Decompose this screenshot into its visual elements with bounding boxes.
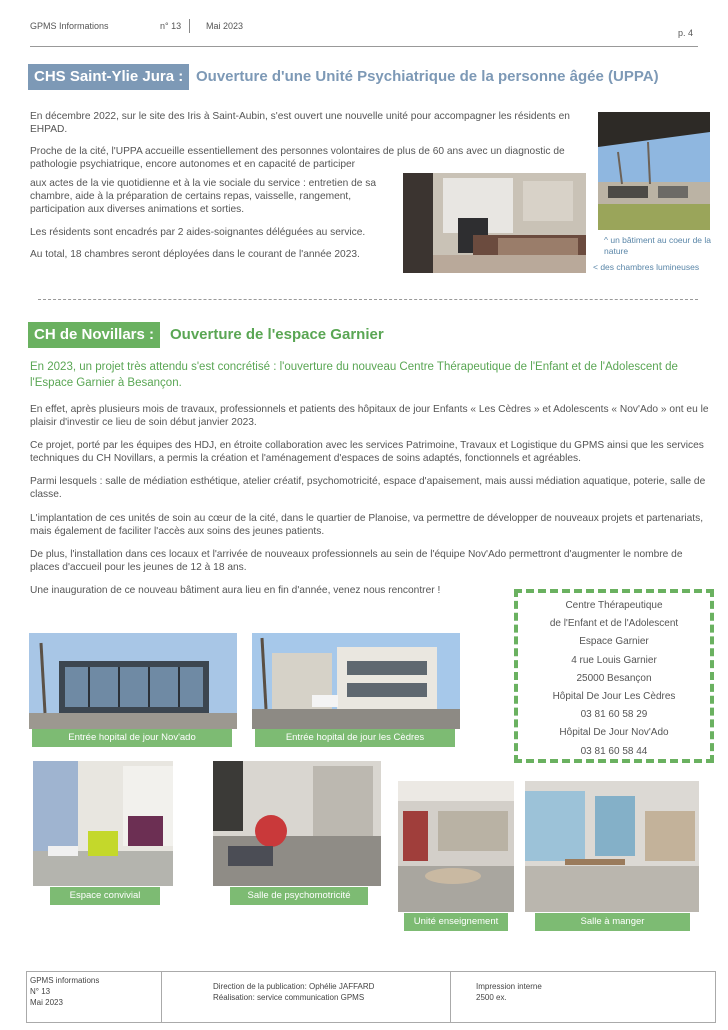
section1-paragraph-1: En décembre 2022, sur le site des Iris à Saint-Aubin, s'est ouvert une nouvelle unité pour accompagner les résidents en EHPAD. <box>30 111 570 136</box>
photo-entree-cedres <box>252 633 460 729</box>
address-line: 4 rue Louis Garnier <box>571 654 657 666</box>
address-line: Espace Garnier <box>579 636 649 648</box>
address-line: Centre Thérapeutique <box>565 600 663 611</box>
photo-espace-convivial <box>33 761 173 886</box>
footer-divider <box>161 972 162 1022</box>
section2-paragraph-3: Parmi lesquels : salle de médiation esthétique, atelier créatif, psychomotricité, espace d'apaisement, mais aussi médiation aquatique, poterie, salle de classe. <box>30 476 706 501</box>
section1-paragraph-4: Au total, 18 chambres seront déployées dans le courant de l'année 2023. <box>30 249 360 260</box>
header-publication: GPMS Informations <box>30 21 109 31</box>
section-divider <box>38 299 698 300</box>
footer-tirage: 2500 ex. <box>476 993 507 1002</box>
section2-paragraph-1: En effet, après plusieurs mois de travaux, professionnels et patients des hôpitaux de jour Enfants « Les Cèdres » et Adolescents « Nov'Ado » ont eu le plaisir d'investir ce lieu de soin début janvier 2023. <box>30 404 709 429</box>
section1-label: CHS Saint-Ylie Jura : <box>28 64 189 90</box>
footer-realisation: Réalisation: service communication GPMS <box>213 993 365 1002</box>
footer-publication: GPMS informations <box>30 976 100 985</box>
photo-entree-novado <box>29 633 237 729</box>
caption-espace-convivial: Espace convivial <box>50 887 160 905</box>
page-number: p. 4 <box>678 28 694 38</box>
section2-paragraph-6: Une inauguration de ce nouveau bâtiment aura lieu en fin d'année, venez nous rencontrer ! <box>30 585 441 596</box>
caption-unite-enseignement: Unité enseignement <box>404 913 508 931</box>
footer-date: Mai 2023 <box>30 998 63 1007</box>
section2-paragraph-2: Ce projet, porté par les équipes des HDJ, en étroite collaboration avec les services Patrimoine, Travaux et Logistique du GPMS ainsi que les services techniques du CH Novillars, a permis la création et l'aménagement d'espaces de soins adaptés, fonctionnels et agréables. <box>30 440 704 465</box>
caption-entree-cedres: Entrée hopital de jour les Cèdres <box>255 729 455 747</box>
section1-paragraph-2a: Proche de la cité, l'UPPA accueille essentiellement des personnes volontaires de plus de 60 ans avec un diagnostic de pathologie psychiatrique, encore autonomes et en capacité de participer <box>30 146 565 171</box>
footer-divider <box>450 972 451 1022</box>
header-issue: n° 13 <box>160 21 182 31</box>
footer-col3 <box>476 981 542 1003</box>
photo-salle-psychomotricite <box>213 761 381 886</box>
address-line: Hôpital De Jour Les Cèdres <box>552 691 676 703</box>
section2-paragraph-4: L'implantation de ces unités de soin au cœur de la cité, dans le quartier de Planoise, va permettre de développer de nouveaux projets et partenariats, mais également de faciliter l'accès aux soins des jeunes patients. <box>30 513 704 538</box>
footer <box>26 971 716 1023</box>
address-line: 03 81 60 58 44 <box>580 745 648 757</box>
address-line: 25000 Besançon <box>576 672 652 684</box>
section2-paragraph-5: De plus, l'installation dans ces locaux et l'arrivée de nouveaux professionnels au sein de l'équipe Nov'Ado permettront d'augmenter le nombre de places d'accueil pour les jeunes de 12 à 18 ans. <box>30 549 683 574</box>
address-line: Hôpital De Jour Nov'Ado <box>559 727 669 739</box>
address-box <box>514 589 714 763</box>
photo-batiment-nature <box>598 112 710 230</box>
address-line: 03 81 60 58 29 <box>580 709 648 721</box>
photo-unite-enseignement <box>398 781 514 912</box>
photo-chambre <box>403 173 586 273</box>
caption-chambres: < des chambres lumineuses <box>593 262 700 272</box>
section1-title: Ouverture d'une Unité Psychiatrique de la personne âgée (UPPA) <box>196 68 659 85</box>
footer-issue: N° 13 <box>30 987 51 996</box>
caption-entree-novado: Entrée hopital de jour Nov'ado <box>32 729 232 747</box>
header-rule <box>30 46 698 47</box>
footer-impression: Impression interne <box>476 982 542 991</box>
section2-label: CH de Novillars : <box>28 322 160 348</box>
caption-batiment: ^ un bâtiment au coeur de la nature <box>604 235 712 256</box>
caption-salle-a-manger: Salle à manger <box>535 913 690 931</box>
header-date: Mai 2023 <box>206 21 244 31</box>
footer-direction: Direction de la publication: Ophélie JAFFARD <box>213 982 375 991</box>
footer-col1 <box>30 975 99 1008</box>
address-line: de l'Enfant et de l'Adolescent <box>549 618 679 630</box>
section2-intro: En 2023, un projet très attendu s'est concrétisé : l'ouverture du nouveau Centre Thérapeutique de l'Enfant et de l'Adolescent de l'Espace Garnier à Besançon. <box>30 361 678 389</box>
section2-title: Ouverture de l'espace Garnier <box>170 326 384 343</box>
section1-paragraph-2b: aux actes de la vie quotidienne et à la vie sociale du service : entretien de sa chambre, aide à la préparation de certains repas, vaisselle, rangement, participation aux diverses animations et sorties. <box>30 178 377 216</box>
header-divider <box>189 19 190 33</box>
footer-col2 <box>213 981 374 1003</box>
section1-paragraph-3: Les résidents sont encadrés par 2 aides-soignantes déléguées au service. <box>30 227 366 238</box>
photo-salle-a-manger <box>525 781 699 912</box>
caption-salle-psychomotricite: Salle de psychomotricité <box>230 887 368 905</box>
